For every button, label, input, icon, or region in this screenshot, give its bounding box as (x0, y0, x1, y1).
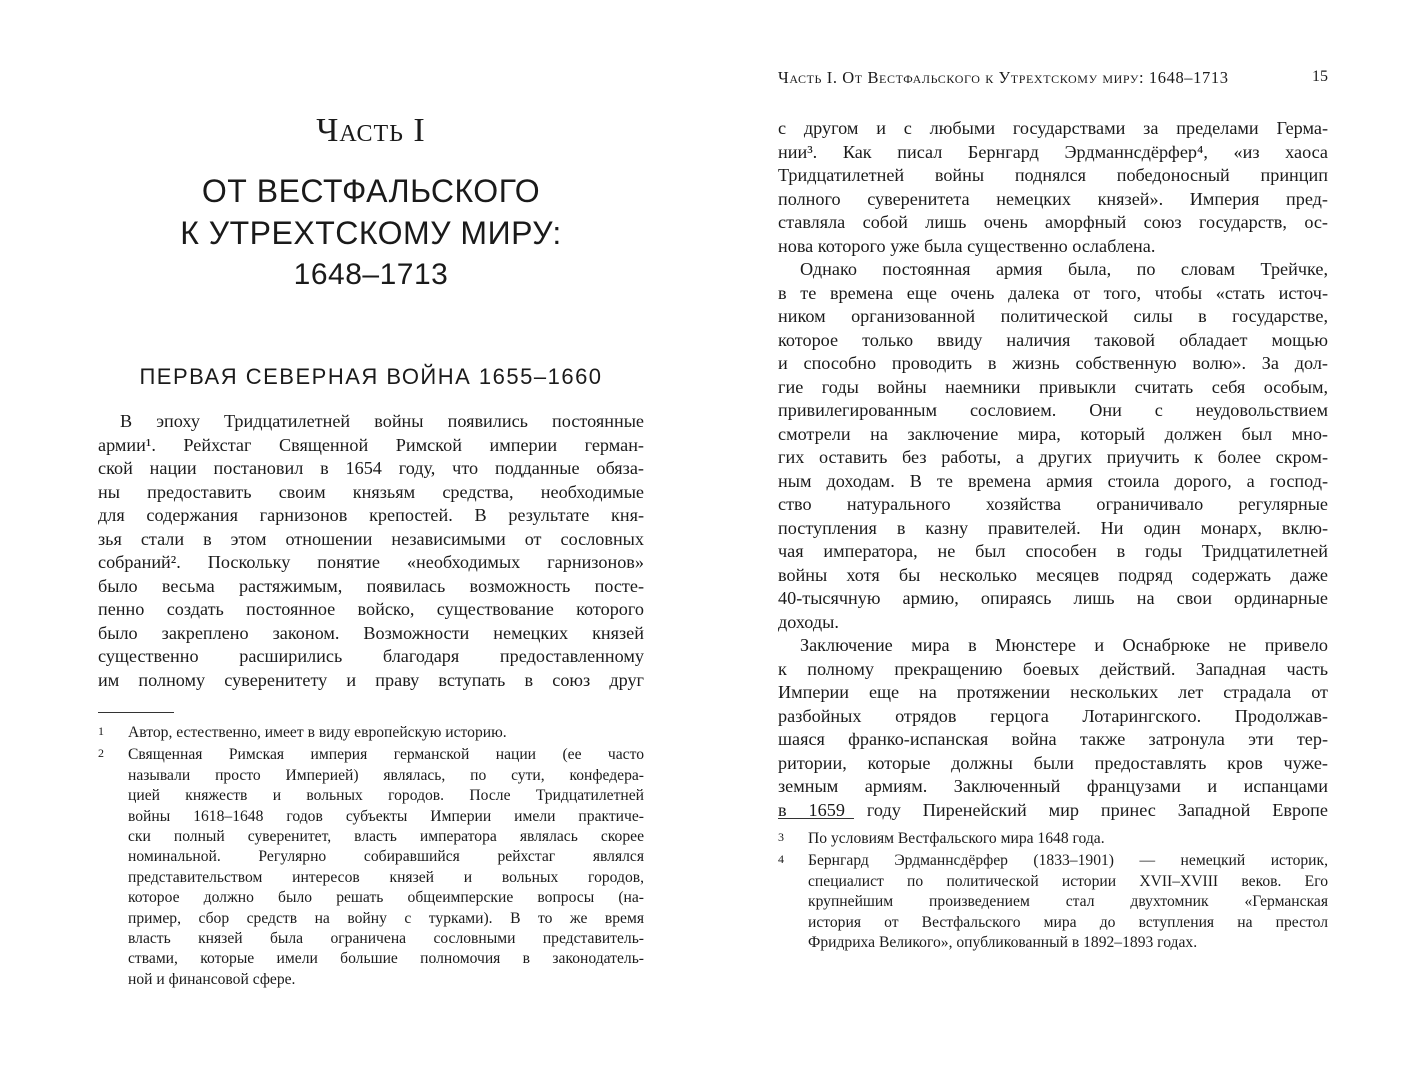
footnote-number: 1 (98, 724, 104, 738)
text-line: зья стали в этом отношении независимыми от сословных (98, 528, 644, 549)
text-line: разбойных отрядов герцога Лотарингского. Продолжав- (778, 705, 1328, 726)
text-line: собраний². Поскольку понятие «необходимых гарнизонов» (98, 552, 644, 572)
footnote-line: называли просто Империей) являлась, по сути, конфедера- (128, 766, 644, 784)
footnote-line: власть князей была ограничена сословными представитель- (128, 929, 644, 947)
footnote-line: цией княжеств и вольных городов. После Тридцатилетней (128, 787, 644, 805)
text-line: армии¹. Рейхстаг Священной Римской империи герман- (98, 434, 644, 455)
footnote-number: 3 (778, 830, 784, 844)
footnote-line: Священная Римская империя германской нации (ее часто (128, 746, 644, 764)
footnote-number: 4 (778, 852, 784, 867)
text-line: доходы. (778, 611, 839, 632)
text-line: было весьма растяжимым, появилась возможность посте- (98, 575, 644, 596)
text-line: и способно проводить в жизнь собственную волю». За дол- (778, 353, 1328, 373)
text-line: ны предоставить своим князьям средства, необходимые (98, 481, 644, 502)
text-line: гие годы войны наемники привыкли считать себя особым, (778, 376, 1328, 397)
text-line: войны хотя бы несколько месяцев подряд содержать даже (778, 564, 1328, 585)
footnote-line: войны 1618–1648 годов субъекты Империи имели практиче- (128, 807, 644, 825)
part-title-years: 1648–1713 (293, 258, 449, 291)
page-number: 15 (1312, 68, 1328, 85)
footnote (98, 745, 644, 990)
footnote-line: которое должно было решать общеимперские вопросы (на- (128, 889, 644, 907)
text-line: 40-тысячную армию, опираясь лишь на свои ординарные (778, 588, 1328, 608)
footnote-line: представительством интересов князей и вольных городов, (128, 868, 644, 886)
left-footnotes (98, 712, 644, 992)
text-line: ником организованной политической силы в государстве, (778, 306, 1328, 326)
part-label: Часть I (316, 112, 426, 149)
footnote-line: пример, сбор средств на войну с турками). В то же время (128, 909, 644, 927)
text-line: земным армиям. Заключенный французами и испанцами (778, 776, 1328, 796)
footnote-line: ной и финансовой сфере. (128, 970, 296, 988)
text-line: Тридцатилетней войны поднялся победоносный принцип (778, 165, 1328, 185)
text-line: ным доходам. В те времена армия стоила дорого, а господ- (778, 470, 1328, 491)
part-title-line: ОТ ВЕСТФАЛЬСКОГО (201, 173, 541, 209)
text-line: смотрели на заключение мира, который должен был мно- (778, 423, 1328, 444)
footnote-line: история от Вестфальского мира до вступления на престол (808, 913, 1328, 931)
footnote-rule (98, 712, 174, 713)
text-line: для содержания гарнизонов крепостей. В результате кня- (98, 505, 644, 525)
text-line: полного суверенитета немецких князей». Империя пред- (778, 188, 1328, 209)
text-line: шаяся франко-испанская война также затронула эти тер- (778, 729, 1328, 749)
part-title (98, 170, 644, 296)
left-page (98, 0, 644, 1080)
right-page (778, 0, 1328, 1080)
text-line: Заключение мира в Мюнстере и Оснабрюке не привело (800, 635, 1328, 655)
left-body-text (98, 410, 644, 692)
text-line: нова которого уже была существенно ослаблена. (778, 235, 1156, 256)
text-line: в те времена еще очень далека от того, чтобы «стать источ- (778, 282, 1328, 303)
text-line: ставляла собой лишь очень аморфный союз государств, ос- (778, 212, 1328, 232)
footnote-line: Фридриха Великого», опубликованный в 1892–1893 годах. (808, 933, 1198, 951)
footnote (98, 723, 644, 743)
text-line: поступления в казну правителей. Ни один монарх, вклю- (778, 517, 1328, 538)
text-line: В эпоху Тридцатилетней войны появились постоянные (120, 411, 644, 431)
text-line: Однако постоянная армия была, по словам Трейчке, (800, 259, 1328, 279)
text-line: ритории, которые должны были предоставлять кров чуже- (778, 752, 1328, 773)
text-line: чая императора, не был способен в годы Тридцатилетней (778, 541, 1328, 561)
text-line: Империи еще на протяжении нескольких лет страдала от (778, 682, 1328, 702)
text-line: к полному прекращению боевых действий. Западная часть (778, 658, 1328, 679)
footnote (778, 851, 1328, 953)
text-line: пенно создать постоянное войско, существование которого (98, 599, 644, 619)
footnote-line: По условиям Вестфальского мира 1648 года. (808, 830, 1105, 847)
text-line: существенно расширились благодаря предоставленному (98, 646, 644, 666)
text-line: которое только ввиду наличия таковой обладает мощью (778, 329, 1328, 350)
text-line: нии³. Как писал Бернгард Эрдманнсдёрфер⁴, «из хаоса (778, 141, 1328, 162)
footnote-line: Автор, естественно, имеет в виду европейскую историю. (128, 724, 507, 741)
footnote-line: ски полный суверенитет, власть императора являлась скорее (128, 827, 644, 845)
footnote-line: крупнейшим произведением стал двухтомник «Германская (808, 893, 1328, 911)
footnote-rule (778, 818, 854, 819)
footnote-line: ствами, которые имели большие полномочия в законодатель- (128, 950, 644, 968)
text-line: ской нации постановил в 1654 году, что подданные обяза- (98, 458, 644, 478)
text-line: в 1659 году Пиренейский мир принес Западной Европе (778, 799, 1328, 820)
footnote-line: Бернгард Эрдманнсдёрфер (1833–1901) — немецкий историк, (808, 852, 1328, 870)
section-title: ПЕРВАЯ СЕВЕРНАЯ ВОЙНА 1655–1660 (139, 364, 603, 389)
running-head: Часть I. От Вестфальского к Утрехтскому миру: 1648–1713 (778, 68, 1229, 87)
footnote (778, 829, 1328, 849)
text-line: им полному суверенитету и праву вступать в союз друг (98, 669, 644, 690)
text-line: было закреплено законом. Возможности немецких князей (98, 622, 644, 643)
text-line: с другом и с любыми государствами за пределами Герма- (778, 118, 1328, 138)
right-body-text (778, 117, 1328, 822)
footnote-number: 2 (98, 746, 104, 761)
text-line: ство натурального хозяйства ограничивало регулярные (778, 494, 1328, 514)
footnote-line: номинальной. Регулярно собиравшийся рейхстаг являлся (128, 848, 644, 866)
right-footnotes (778, 818, 1328, 955)
text-line: привилегированным сословием. Они с неудовольствием (778, 400, 1328, 420)
footnote-line: специалист по политической истории XVII–XVIII веков. Его (808, 872, 1328, 890)
part-title-line: К УТРЕХТСКОМУ МИРУ: (180, 215, 562, 251)
text-line: гих оставить без работы, а других приучить к более скром- (778, 447, 1328, 467)
